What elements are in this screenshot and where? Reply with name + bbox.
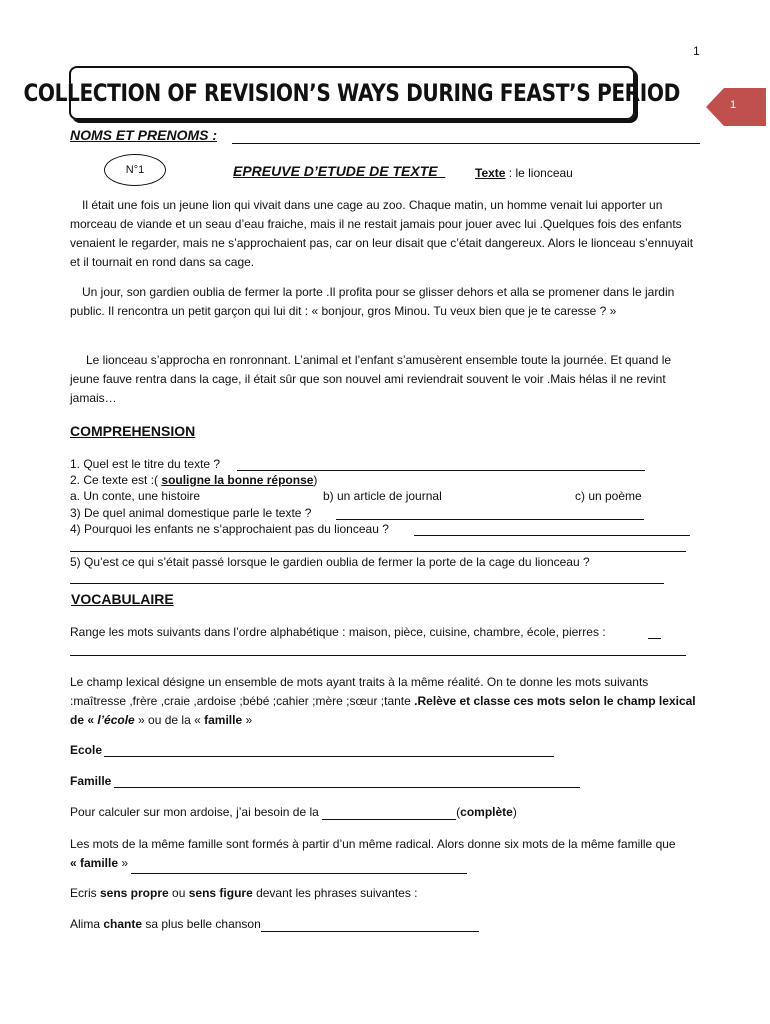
- badge-text: N°1: [125, 164, 145, 176]
- answer-line-range-a[interactable]: [648, 638, 661, 639]
- question-1: 1. Quel est le titre du texte ?: [70, 457, 221, 471]
- ecole-label: Ecole: [70, 743, 103, 757]
- story-paragraph-1: Il était une fois un jeune lion qui vivait dans une cage au zoo. Chaque matin, un homme venait lui apporter un morceau de viande et un seau d’eau fraiche, mais il ne restait jamais pour jouer avec lui .Quelques fois des enfants venaient le regarder, mais ne s’approchaient pas, car on leur disait que c’était dangereux. Alors le lionceau s’ennuyait et il tournait en rond dans sa cage.: [70, 198, 694, 269]
- texte-label: Texte : le lionceau: [475, 166, 573, 180]
- answer-line-radical[interactable]: [131, 854, 467, 874]
- sens-instruction: Ecris sens propre ou sens figure devant les phrases suivantes :: [70, 886, 418, 900]
- option-c[interactable]: c) un poème: [575, 489, 642, 503]
- exercise-number-badge: [104, 154, 166, 186]
- answer-line-q3[interactable]: [336, 519, 644, 520]
- question-5: 5) Qu’est ce qui s’était passé lorsque le gardien oublia de fermer la porte de la cage du lionceau ?: [70, 555, 590, 569]
- alima-sentence: Alima chante sa plus belle chanson: [70, 917, 479, 932]
- range-instruction: Range les mots suivants dans l’ordre alphabétique : maison, pièce, cuisine, chambre, école, pierres :: [70, 625, 606, 639]
- answer-line-range-b[interactable]: [70, 655, 686, 656]
- answer-line-q5[interactable]: [70, 583, 664, 584]
- title-box: [23, 66, 681, 120]
- ardoise-sentence: Pour calculer sur mon ardoise, j’ai besoin de la (complète): [70, 805, 517, 819]
- names-answer-line[interactable]: [232, 128, 700, 144]
- comprehension-heading: COMPREHENSION: [70, 423, 196, 439]
- answer-line-ardoise[interactable]: [322, 805, 456, 820]
- answer-line-ecole[interactable]: [104, 756, 554, 757]
- champ-lexical-instruction: Le champ lexical désigne un ensemble de mots ayant traits à la même réalité. On te donne les mots suivants :maîtresse ,frère ,craie ,ardoise ;bébé ;cahier ;mère ;sœur ;tante .Relève et classe ces mots selon le champ lexical de « l’école » ou de la « famille »: [70, 675, 696, 727]
- question-2: 2. Ce texte est :( souligne la bonne réponse): [70, 473, 318, 487]
- answer-line-q4[interactable]: [414, 535, 690, 536]
- answer-line-famille[interactable]: [114, 787, 580, 788]
- answer-line-q4b[interactable]: [70, 551, 686, 552]
- radical-instruction: Les mots de la même famille sont formés à partir d’un même radical. Alors donne six mots de la même famille que « famille »: [70, 835, 680, 874]
- page-number: 1: [693, 44, 700, 58]
- answer-line-alima[interactable]: [261, 917, 479, 932]
- vocabulaire-heading: VOCABULAIRE: [71, 591, 174, 607]
- story-paragraph-3: Le lionceau s’approcha en ronronnant. L’animal et l’enfant s’amusèrent ensemble toute la journée. Et quand le jeune fauve rentra dans la cage, il était sûr que son nouvel ami reviendrait souvent le voir .Mais hélas il ne revint jamais…: [70, 353, 672, 405]
- names-label: NOMS ET PRENOMS :: [70, 127, 218, 143]
- story-paragraph-2: Un jour, son gardien oublia de fermer la porte .Il profita pour se glisser dehors et alla se promener dans le jardin public. Il rencontra un petit garçon qui lui dit : « bonjour, gros Minou. Tu veux bien que je te caresse ? »: [70, 285, 675, 318]
- famille-label: Famille: [70, 774, 112, 788]
- option-b[interactable]: b) un article de journal: [323, 489, 442, 503]
- page-title: COLLECTION OF REVISION’S WAYS DURING FEAST’S PERIOD: [23, 79, 681, 107]
- option-a[interactable]: a. Un conte, une histoire: [70, 489, 201, 503]
- answer-line-q1[interactable]: [237, 470, 645, 471]
- page-marker-number: 1: [729, 99, 737, 111]
- question-3: 3) De quel animal domestique parle le texte ?: [70, 506, 312, 520]
- epreuve-heading: EPREUVE D’ETUDE DE TEXTE: [233, 163, 438, 179]
- question-4: 4) Pourquoi les enfants ne s’approchaient pas du lionceau ?: [70, 522, 389, 536]
